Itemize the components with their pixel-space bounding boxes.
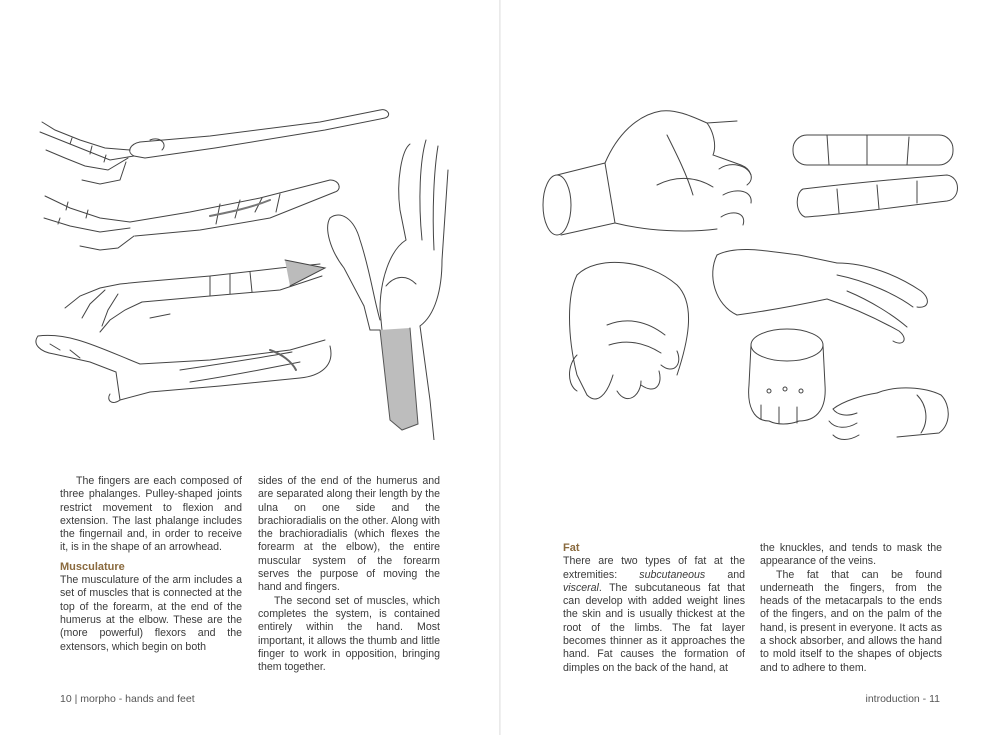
open-hand-sketch <box>543 111 751 235</box>
musculature-paragraph: The musculature of the arm includes a set of muscles that is connected at the top of the forearm, at the end of the humerus at the elbow. These are the (more powerful) flexors and the extensors, which begin on both <box>60 574 242 653</box>
left-page <box>0 0 499 735</box>
right-column-2 <box>760 542 942 675</box>
finger-segments-sketch <box>793 135 958 217</box>
fat-underneath-paragraph: The fat that can be found underneath the fingers, from the heads of the metacarpals to the ends of the fingers, and on the palm of the hand, is present in everyone. It acts as a shock absorber, and allows the hand to mold itself to the shapes of objects and to adhere to them. <box>760 568 942 674</box>
musculature-continued-paragraph: sides of the end of the humerus and are separated along their length by the ulna on one side and the brachioradialis on the other. Along with the brachioradialis (which flexes the forearm at the elbow), the entire muscular system of the forearm serves the purpose of moving the hand and fingers. <box>258 475 440 594</box>
hand-sketches-illustrations <box>537 95 967 455</box>
arm-anatomy-illustrations <box>30 100 470 440</box>
arm-extensor-drawing <box>65 260 325 332</box>
page-footer-right: introduction - 11 <box>865 693 940 705</box>
fingers-paragraph: The fingers are each composed of three phalanges. Pulley-shaped joints restrict movement to flexion and extension. The last phalange includes the fingernail and, in order to receive it, is in the shape of an arrowhead. <box>60 475 242 554</box>
arm-superficial-muscles-drawing <box>36 335 331 402</box>
section-heading-fat: Fat <box>563 542 580 554</box>
section-heading-musculature: Musculature <box>60 560 125 573</box>
left-column-2 <box>258 475 440 674</box>
page-footer-left: 10 | morpho - hands and feet <box>60 693 195 705</box>
term-subcutaneous: subcutaneous <box>639 568 706 581</box>
arm-deep-muscles-drawing <box>44 180 339 250</box>
relaxed-hand-sketch <box>829 388 948 440</box>
left-column-1 <box>60 475 242 654</box>
fat-paragraph: There are two types of fat at the extremities: subcutaneous and visceral. The subcutaneous fat that can develop with added weight lines the skin and is usually thickest at the root of the limbs. The fat layer becomes thinner as it approaches the hand. Fat causes the formation of dimples on the back of the hand, at <box>563 555 746 674</box>
hand-from-above-sketch <box>570 262 689 399</box>
hand-muscles-paragraph: The second set of muscles, which completes the system, is contained entirely within the hand. Most important, it allows the thumb and little finger to work in opposition, bringing them together. <box>258 594 440 674</box>
closed-fist-sketch <box>749 329 826 424</box>
term-visceral: visceral <box>563 581 599 594</box>
side-hand-sketch <box>713 250 928 344</box>
arm-skeleton-drawing <box>40 110 389 184</box>
right-page <box>501 0 1000 735</box>
fat-continued-paragraph: the knuckles, and tends to mask the appearance of the veins. <box>760 542 942 568</box>
right-column-1 <box>563 542 745 675</box>
hand-palm-muscles-drawing <box>328 140 448 440</box>
